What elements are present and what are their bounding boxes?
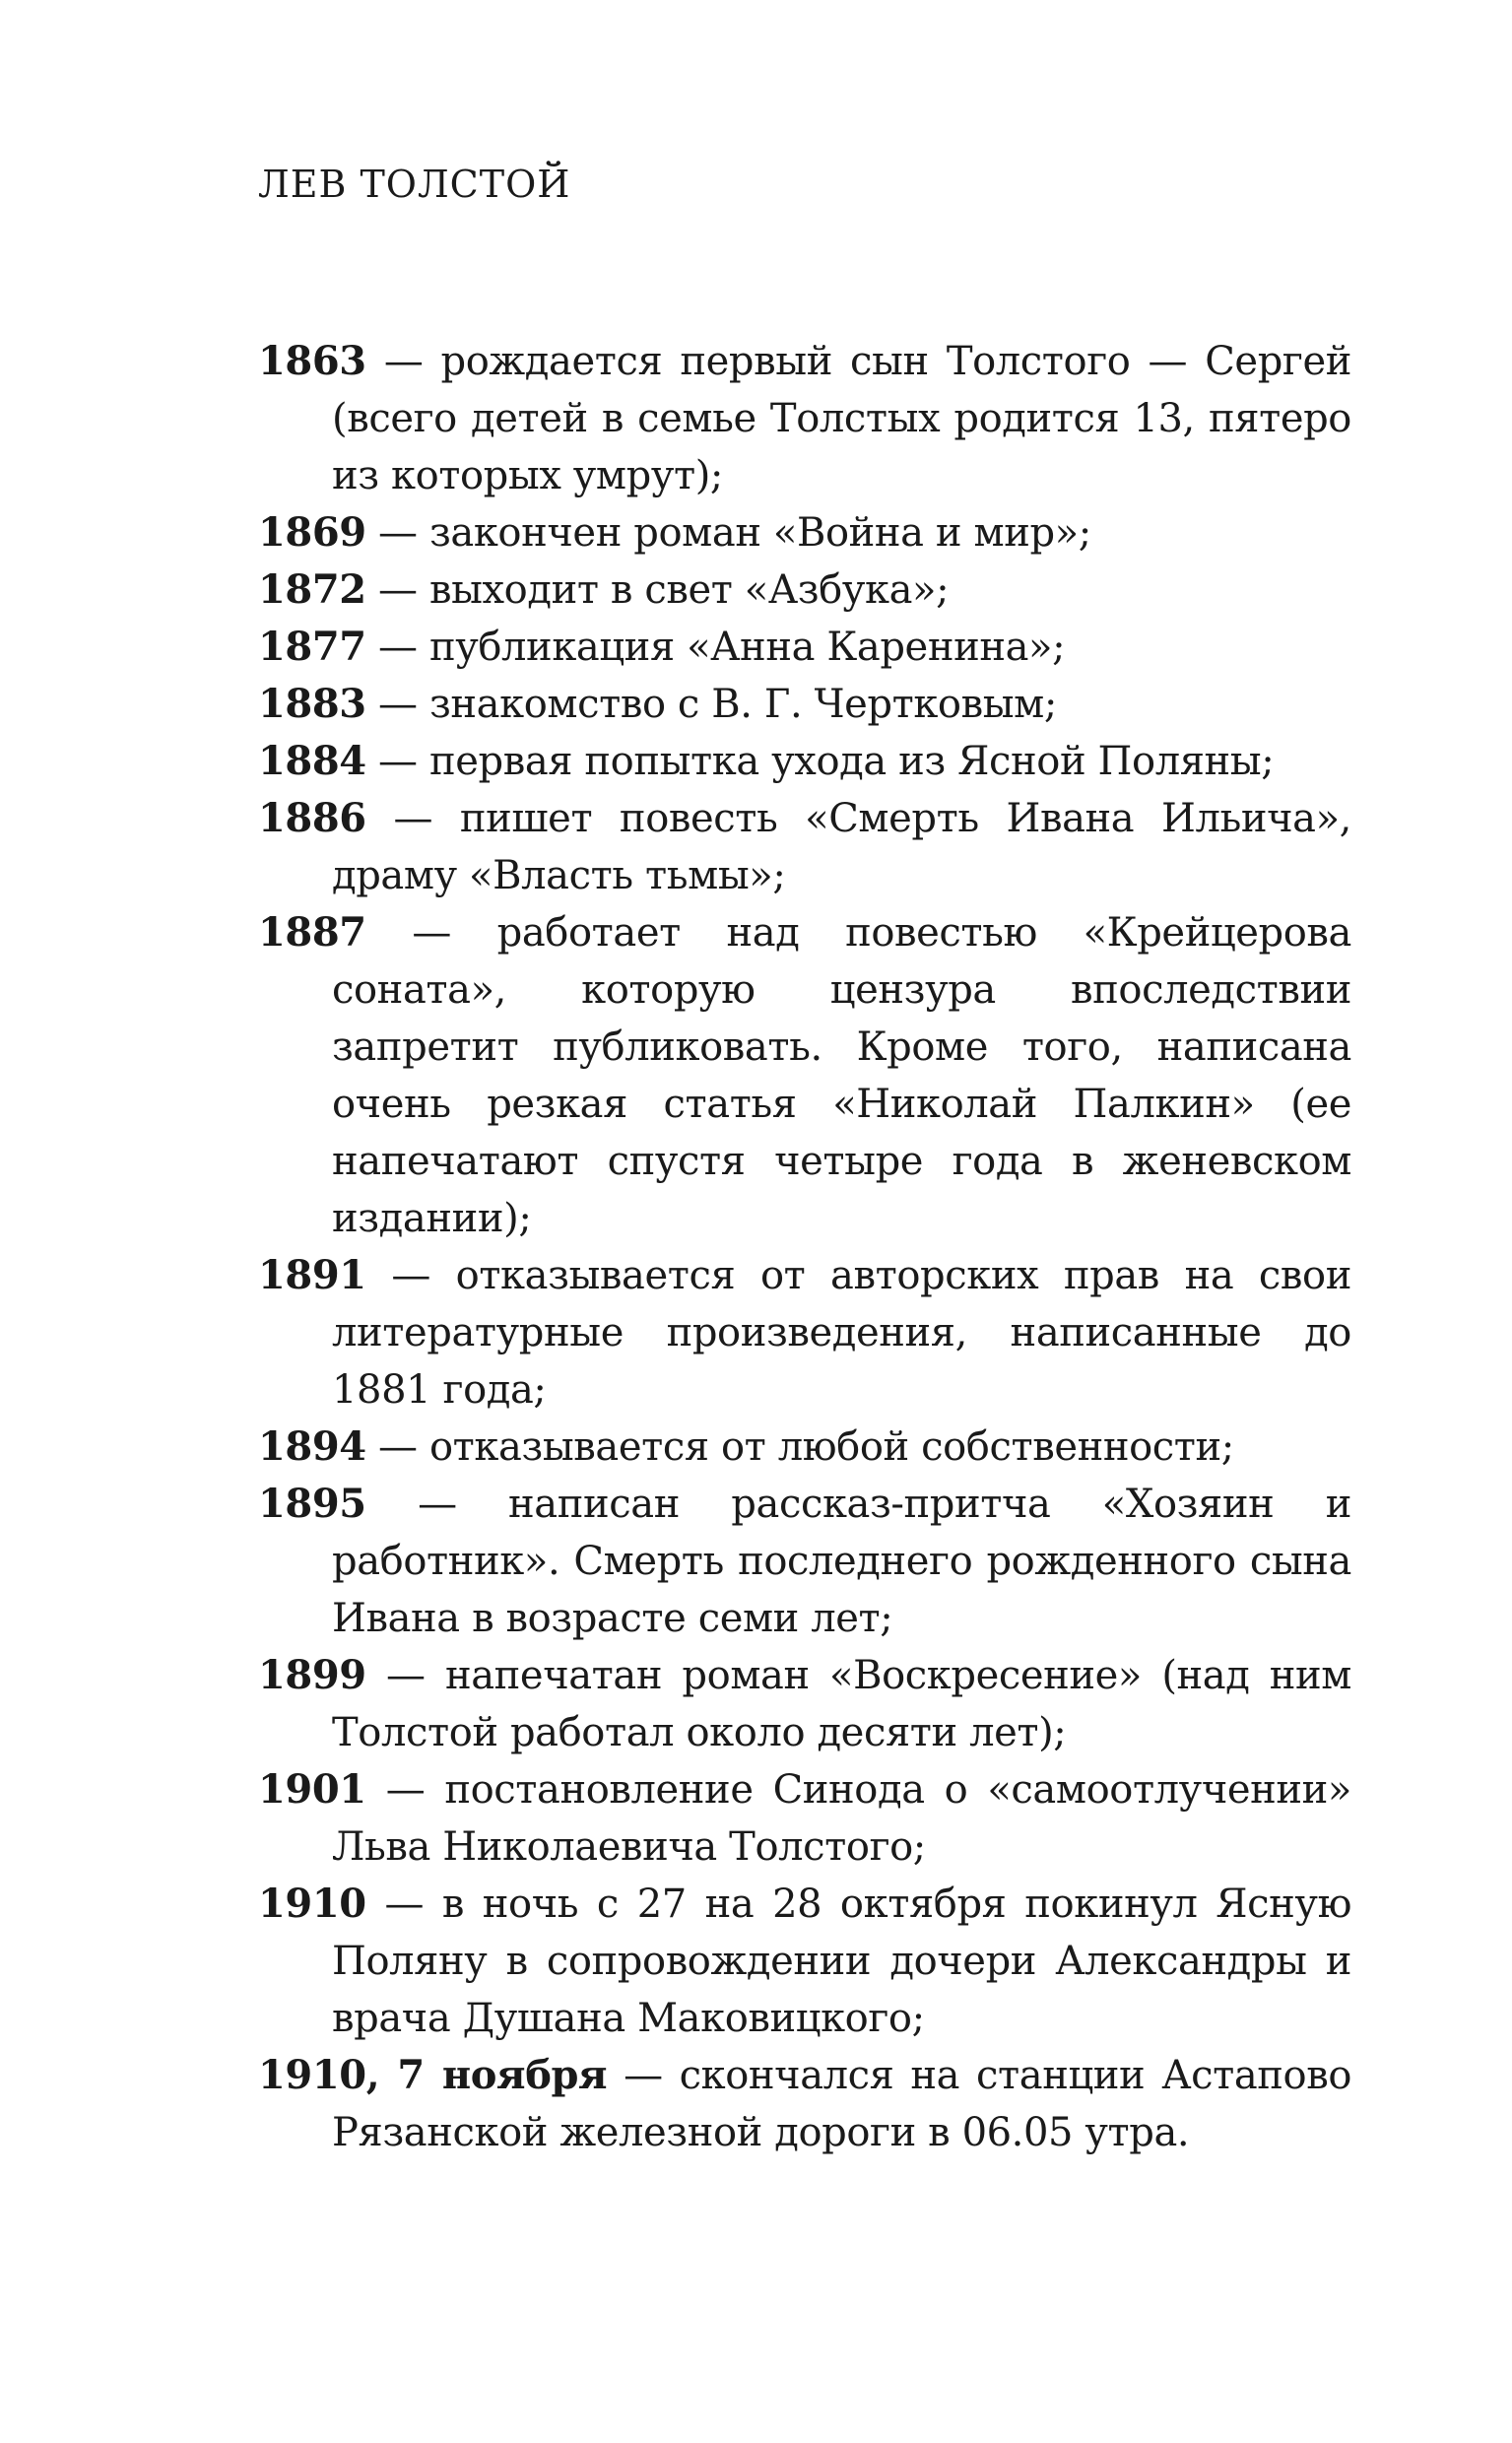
entry-year: 1886: [258, 795, 366, 841]
entry-text: постановление Синода о «самоотлучении» Льва Николаевича Толстого;: [332, 1767, 1351, 1870]
chronology-entry: 1899 — напечатан роман «Воскресение» (над ним Толстой работал около десяти лет);: [258, 1652, 1351, 1755]
chronology-entry: 1891 — отказывается от авторских прав на свои литературные произведения, написанные до 1881 года;: [258, 1252, 1351, 1413]
entry-text: скончался на станции Астапово Рязанской железной дороги в 06.05 утра.: [332, 2053, 1352, 2155]
entry-year: 1910, 7 ноября: [258, 2052, 608, 2098]
entry-year: 1910: [258, 1881, 366, 1927]
entry-text: рождается первый сын Толстого — Сергей (всего детей в семье Толстых родится 13, пятеро из которых умрут);: [332, 339, 1351, 498]
chronology-entry: 1883 — знакомство с В. Г. Чертковым;: [258, 681, 1057, 727]
entry-year: 1895: [258, 1481, 366, 1527]
entry-year: 1863: [258, 338, 366, 384]
entry-year: 1899: [258, 1652, 366, 1698]
entry-year: 1887: [258, 909, 366, 956]
chronology-entry: 1872 — выходит в свет «Азбука»;: [258, 566, 950, 613]
entry-text: пишет повесть «Смерть Ивана Ильича», драму «Власть тьмы»;: [332, 796, 1351, 898]
chronology-entry: 1895 — написан рассказ-притча «Хозяин и работник». Смерть последнего рожденного сына Ивана в возрасте семи лет;: [258, 1481, 1352, 1641]
chronology-entry: 1910, 7 ноября — скончался на станции Астапово Рязанской железной дороги в 06.05 утра.: [258, 2052, 1352, 2155]
chronology-entry: 1901 — постановление Синода о «самоотлучении» Льва Николаевича Толстого;: [258, 1766, 1351, 1870]
chronology-entry: 1863 — рождается первый сын Толстого — Сергей (всего детей в семье Толстых родится 13, пятеро из которых умрут);: [258, 338, 1351, 498]
chronology-entry: 1886 — пишет повесть «Смерть Ивана Ильича», драму «Власть тьмы»;: [258, 795, 1351, 898]
entry-text: отказывается от любой собственности;: [428, 1424, 1234, 1470]
chronology-list: [258, 333, 1351, 2161]
entry-year: 1872: [258, 566, 366, 613]
entry-text: отказывается от авторских прав на свои литературные произведения, написанные до 1881 года;: [332, 1253, 1351, 1413]
entry-text: знакомство с В. Г. Чертковым;: [428, 682, 1057, 727]
entry-text: закончен роман «Война и мир»;: [428, 510, 1091, 556]
entry-year: 1894: [258, 1423, 366, 1470]
entry-text: напечатан роман «Воскресение» (над ним Толстой работал около десяти лет);: [332, 1653, 1351, 1755]
chronology-entry: 1910 — в ночь с 27 на 28 октября покинул Ясную Поляну в сопровождении дочери Александры и врача Душана Маковицкого;: [258, 1881, 1351, 2041]
entry-text: публикация «Анна Каренина»;: [428, 625, 1066, 670]
entry-year: 1884: [258, 738, 366, 784]
entry-year: 1877: [258, 624, 366, 670]
chronology-entry: 1877 — публикация «Анна Каренина»;: [258, 624, 1066, 670]
entry-text: работает над повестью «Крейцерова соната», которую цензура впоследствии запретит публиковать. Кроме того, написана очень резкая статья «Николай Палкин» (ее напечатают спустя четыре года в женевском издании);: [332, 910, 1352, 1241]
entry-year: 1901: [258, 1766, 366, 1813]
running-head: ЛЕВ ТОЛСТОЙ: [258, 163, 571, 206]
entry-year: 1869: [258, 509, 366, 556]
chronology-entry: 1887 — работает над повестью «Крейцерова соната», которую цензура впоследствии запретит публиковать. Кроме того, написана очень резкая статья «Николай Палкин» (ее напечатают спустя четыре года в женевском издании);: [258, 909, 1352, 1241]
chronology-entry: 1869 — закончен роман «Война и мир»;: [258, 509, 1091, 556]
entry-year: 1883: [258, 681, 366, 727]
entry-text: выходит в свет «Азбука»;: [428, 567, 950, 613]
entry-text: в ночь с 27 на 28 октября покинул Ясную Поляну в сопровождении дочери Александры и врача Душана Маковицкого;: [332, 1882, 1351, 2041]
chronology-entry: 1894 — отказывается от любой собственности;: [258, 1423, 1234, 1470]
entry-year: 1891: [258, 1252, 366, 1298]
entry-text: первая попытка ухода из Ясной Поляны;: [428, 739, 1275, 784]
entry-text: написан рассказ-притча «Хозяин и работник». Смерть последнего рожденного сына Ивана в возрасте семи лет;: [332, 1482, 1352, 1641]
chronology-entry: 1884 — первая попытка ухода из Ясной Поляны;: [258, 738, 1275, 784]
